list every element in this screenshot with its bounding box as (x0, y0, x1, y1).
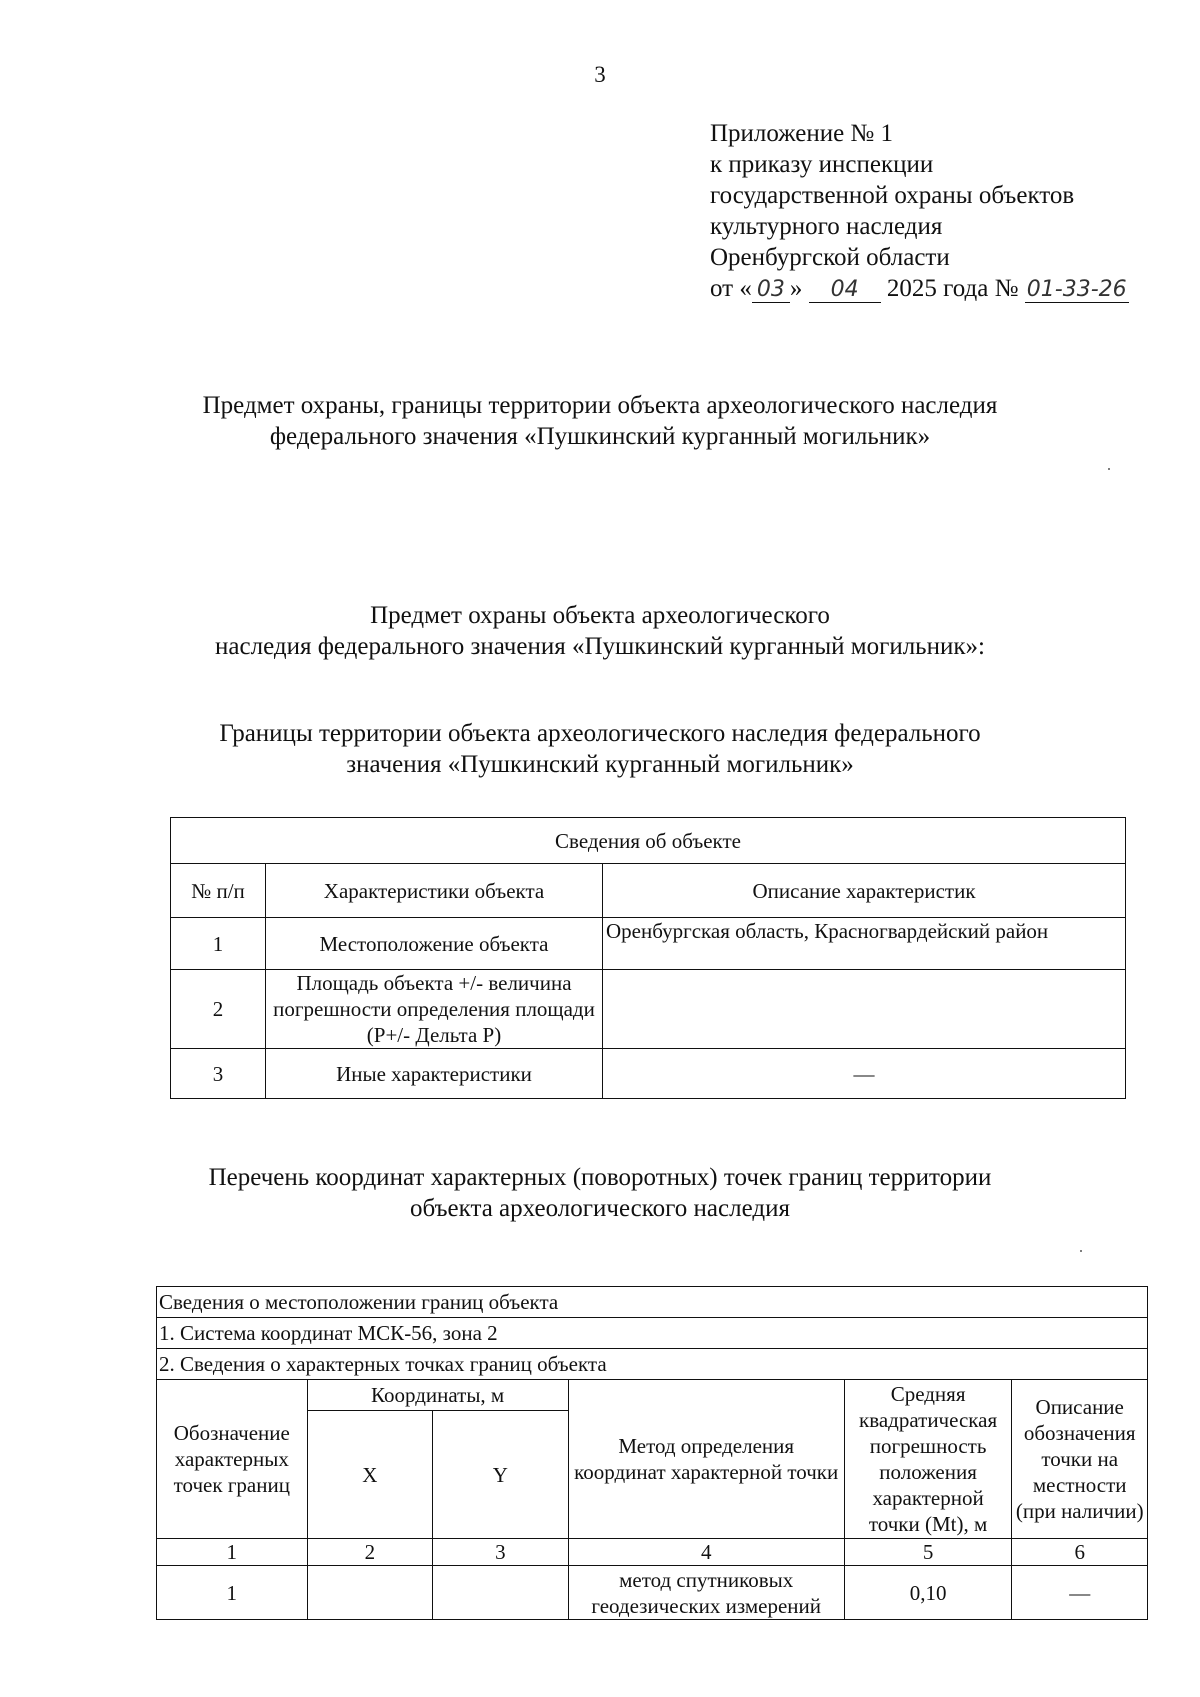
scan-speck (1108, 468, 1110, 470)
point-method: метод спутниковых геодезических измерений (568, 1566, 844, 1620)
column-header: Характеристики объекта (266, 864, 603, 918)
heading-line: объекта археологического наследия (410, 1195, 790, 1222)
heading-line: Границы территории объекта археологического наследия федерального (219, 720, 981, 747)
row-characteristic: Местоположение объекта (266, 918, 603, 970)
handwritten-month: 04 (809, 278, 881, 303)
table-caption: Сведения об объекте (171, 818, 1126, 864)
protection-subject-heading (0, 600, 1200, 662)
appendix-date-line (710, 273, 1180, 304)
page-number: 3 (594, 62, 606, 87)
column-header: № п/п (171, 864, 266, 918)
column-number: 4 (568, 1539, 844, 1566)
appendix-line: к приказу инспекции (710, 151, 934, 178)
point-y (433, 1566, 569, 1620)
coordinates-heading (0, 1162, 1200, 1224)
coordinate-system-row: 1. Система координат МСК-56, зона 2 (157, 1318, 1148, 1349)
y-header: Y (433, 1411, 569, 1539)
method-header: Метод определения координат характерной точки (568, 1380, 844, 1539)
row-number: 3 (171, 1049, 266, 1099)
year-text: 2025 года № (886, 275, 1019, 302)
point-description: — (1012, 1566, 1148, 1620)
date-prefix: от « (710, 275, 752, 302)
row-characteristic: Площадь объекта +/- величина погрешности определения площади (P+/- Дельта P) (266, 970, 603, 1049)
heading-line: Перечень координат характерных (поворотных) точек границ территории (208, 1164, 992, 1191)
table-row (171, 918, 1126, 970)
object-info-table (170, 817, 1126, 1099)
row-description (603, 970, 1126, 1049)
point-designation: 1 (157, 1566, 308, 1620)
points-info-row: 2. Сведения о характерных точках границ объекта (157, 1349, 1148, 1380)
heading-line: значения «Пушкинский курганный могильник» (346, 751, 854, 778)
boundaries-heading (0, 718, 1200, 780)
date-separator: » (789, 275, 803, 302)
column-numbers-row (157, 1539, 1148, 1566)
column-header: Описание характеристик (603, 864, 1126, 918)
column-number: 1 (157, 1539, 308, 1566)
title-line: Предмет охраны, границы территории объекта археологического наследия (202, 392, 998, 419)
column-number: 3 (433, 1539, 569, 1566)
column-number: 6 (1012, 1539, 1148, 1566)
appendix-line: культурного наследия (710, 213, 943, 240)
scan-speck (1080, 1250, 1082, 1252)
coordinates-header: Координаты, м (307, 1380, 568, 1411)
column-number: 2 (307, 1539, 433, 1566)
point-x (307, 1566, 433, 1620)
appendix-block (710, 118, 1180, 304)
boundaries-info-row: Сведения о местоположении границ объекта (157, 1287, 1148, 1318)
row-description: Оренбургская область, Красногвардейский район (603, 918, 1126, 970)
table-row (157, 1566, 1148, 1620)
appendix-line: Оренбургской области (710, 244, 950, 271)
appendix-line: государственной охраны объектов (710, 182, 1075, 209)
appendix-title: Приложение № 1 (710, 120, 894, 147)
coordinates-table (156, 1286, 1148, 1620)
row-number: 2 (171, 970, 266, 1049)
column-number: 5 (844, 1539, 1012, 1566)
title-line: федерального значения «Пушкинский курганный могильник» (269, 423, 931, 450)
heading-line: Предмет охраны объекта археологического (370, 602, 830, 629)
x-header: X (307, 1411, 433, 1539)
document-title (0, 390, 1200, 452)
row-description: — (603, 1049, 1126, 1099)
point-error: 0,10 (844, 1566, 1012, 1620)
row-characteristic: Иные характеристики (266, 1049, 603, 1099)
description-header: Описание обозначения точки на местности (при наличии) (1012, 1380, 1148, 1539)
handwritten-day: 03 (752, 278, 790, 303)
heading-line: наследия федерального значения «Пушкинский курганный могильник»: (215, 633, 985, 660)
error-header: Средняя квадратическая погрешность положения характерной точки (Mt), м (844, 1380, 1012, 1539)
handwritten-order-number: 01-33-26 (1025, 278, 1129, 303)
table-row (171, 970, 1126, 1049)
designation-header: Обозначение характерных точек границ (157, 1380, 308, 1539)
table-row (171, 1049, 1126, 1099)
row-number: 1 (171, 918, 266, 970)
